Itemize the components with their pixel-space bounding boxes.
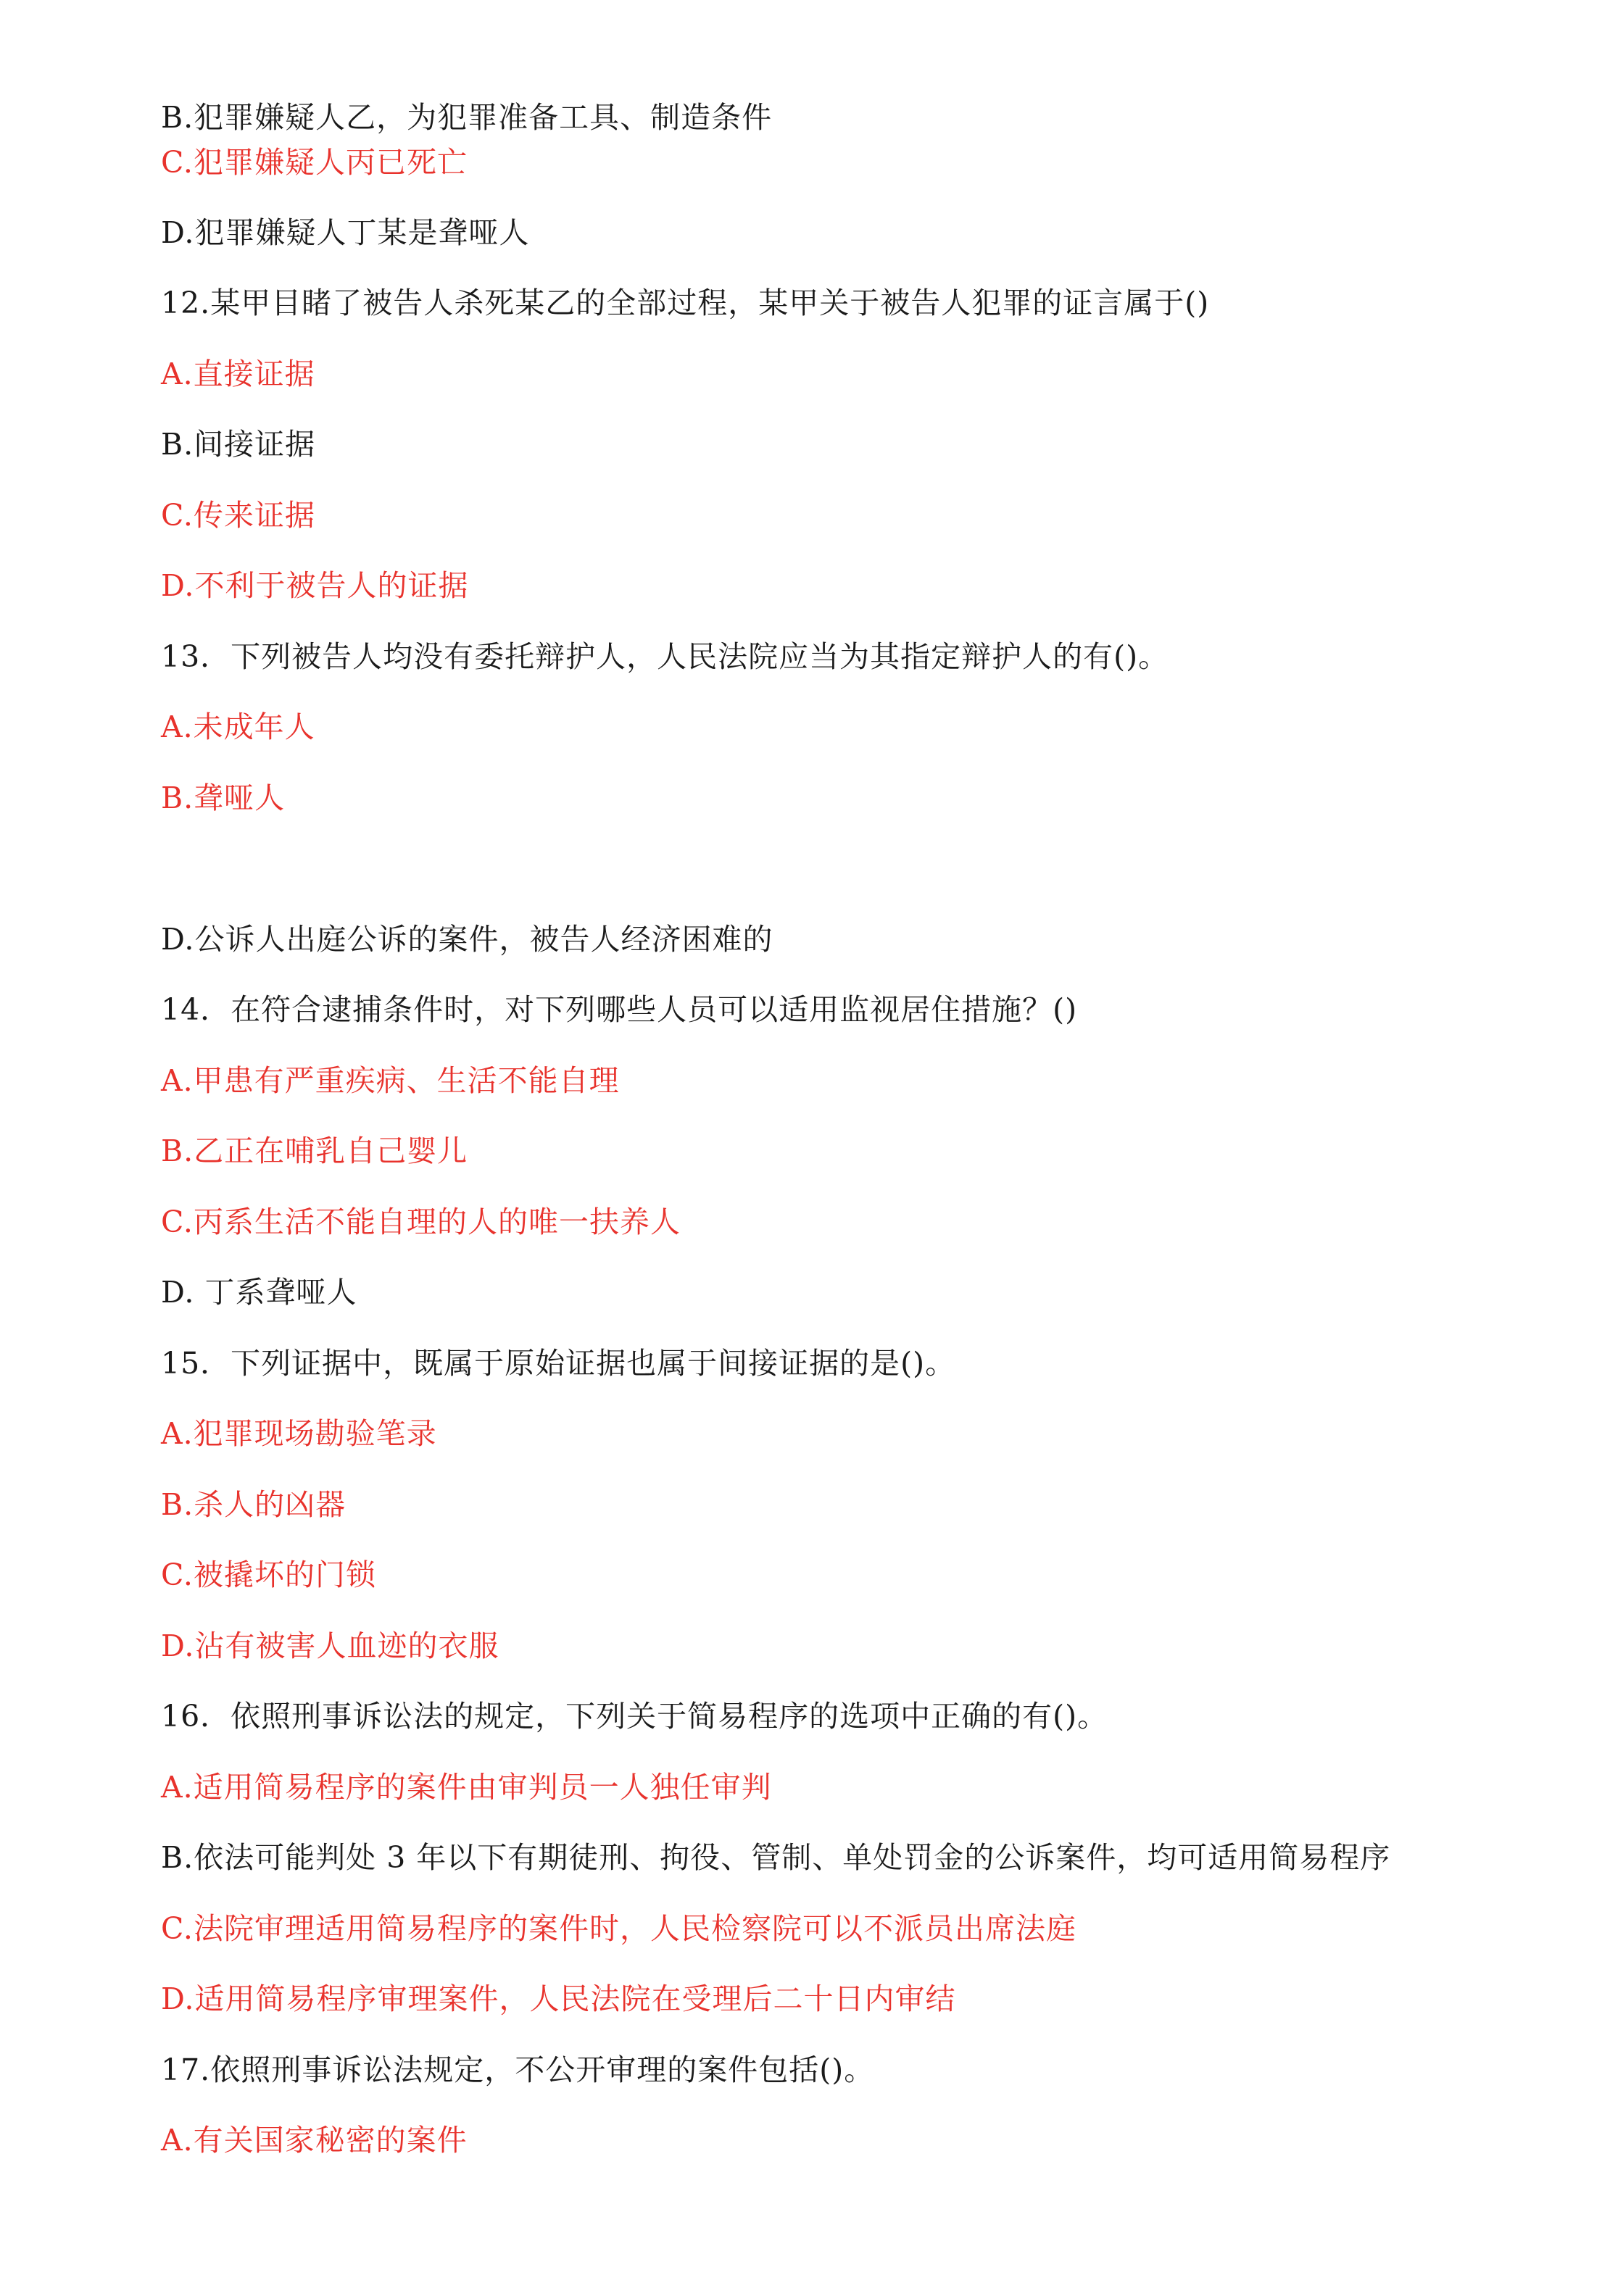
answer-option-line: B.杀人的凶器	[161, 1487, 347, 1522]
answer-option-line: C.法院审理适用简易程序的案件时，人民检察院可以不派员出席法庭	[161, 1911, 1076, 1946]
option-line: D.犯罪嫌疑人丁某是聋哑人	[161, 215, 530, 250]
option-line: B.依法可能判处 3 年以下有期徒刑、拘役、管制、单处罚金的公诉案件，均可适用简易程序	[161, 1840, 1391, 1875]
question-line: 17.依照刑事诉讼法规定，不公开审理的案件包括()。	[161, 2052, 875, 2087]
answer-option-line: A.直接证据	[161, 357, 315, 391]
answer-option-line: C.被撬坏的门锁	[161, 1557, 376, 1592]
answer-option-line: A.犯罪现场勘验笔录	[161, 1416, 437, 1451]
option-line: B.犯罪嫌疑人乙，为犯罪准备工具、制造条件	[161, 100, 773, 135]
answer-option-line: A.适用简易程序的案件由审判员一人独任审判	[161, 1770, 772, 1805]
question-line: 14．在符合逮捕条件时，对下列哪些人员可以适用监视居住措施？()	[161, 992, 1078, 1027]
answer-option-line: A.有关国家秘密的案件	[161, 2123, 468, 2158]
answer-option-line: D.沾有被害人血迹的衣服	[161, 1629, 499, 1663]
question-line: 13．下列被告人均没有委托辩护人，人民法院应当为其指定辩护人的有()。	[161, 639, 1169, 674]
answer-option-line: D.不利于被告人的证据	[161, 568, 469, 603]
answer-option-line: C.丙系生活不能自理的人的唯一扶养人	[161, 1205, 681, 1239]
option-line: D. 丁系聋哑人	[161, 1275, 357, 1310]
answer-option-line: A.甲患有严重疾病、生活不能自理	[161, 1063, 620, 1098]
question-line: 15．下列证据中，既属于原始证据也属于间接证据的是()。	[161, 1346, 956, 1381]
option-line: D.公诉人出庭公诉的案件，被告人经济困难的	[161, 922, 773, 957]
answer-option-line: A.未成年人	[161, 710, 315, 744]
answer-option-line: C.传来证据	[161, 498, 315, 533]
question-line: 16．依照刑事诉讼法的规定，下列关于简易程序的选项中正确的有()。	[161, 1699, 1108, 1734]
answer-option-line: C.犯罪嫌疑人丙已死亡	[161, 145, 468, 180]
answer-option-line: B.乙正在哺乳自己婴儿	[161, 1134, 468, 1168]
option-line: B.间接证据	[161, 427, 316, 462]
question-line: 12.某甲目睹了被告人杀死某乙的全部过程，某甲关于被告人犯罪的证言属于()	[161, 286, 1210, 320]
answer-option-line: B.聋哑人	[161, 781, 286, 815]
answer-option-line: D.适用简易程序审理案件，人民法院在受理后二十日内审结	[161, 1981, 956, 2016]
